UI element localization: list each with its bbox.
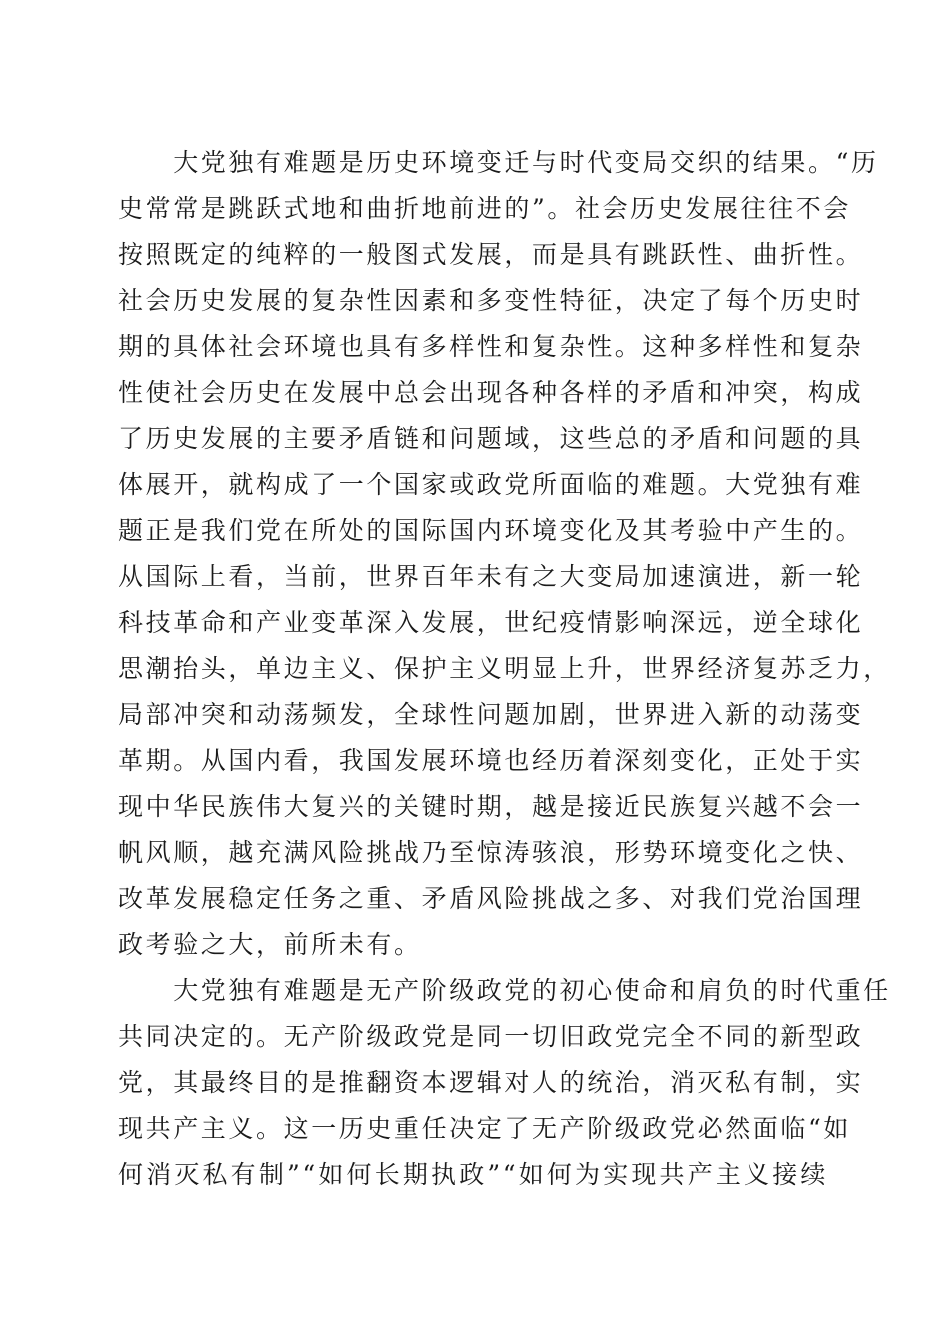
text-line: 共同决定的。无产阶级政党是同一切旧政党完全不同的新型政 [118, 1022, 864, 1051]
text-line: 了历史发展的主要矛盾链和问题域，这些总的矛盾和问题的具 [118, 424, 864, 453]
text-line: 政考验之大，前所未有。 [118, 930, 422, 959]
document-body [118, 140, 891, 1198]
text-line: 大党独有难题是历史环境变迁与时代变局交织的结果。“历 [118, 148, 879, 177]
text-line: 现中华民族伟大复兴的关键时期，越是接近民族复兴越不会一 [118, 792, 864, 821]
text-line: 期的具体社会环境也具有多样性和复杂性。这种多样性和复杂 [118, 332, 864, 361]
text-line: 何消灭私有制”“如何长期执政”“如何为实现共产主义接续 [118, 1160, 828, 1189]
text-line: 按照既定的纯粹的一般图式发展，而是具有跳跃性、曲折性。 [118, 240, 864, 269]
text-line: 体展开，就构成了一个国家或政党所面临的难题。大党独有难 [118, 470, 864, 499]
text-line: 党，其最终目的是推翻资本逻辑对人的统治，消灭私有制，实 [118, 1068, 864, 1097]
paragraph-2 [118, 968, 891, 1198]
text-line: 革期。从国内看，我国发展环境也经历着深刻变化，正处于实 [118, 746, 864, 775]
text-line: 从国际上看，当前，世界百年未有之大变局加速演进，新一轮 [118, 562, 864, 591]
text-line: 性使社会历史在发展中总会出现各种各样的矛盾和冲突，构成 [118, 378, 864, 407]
text-line: 大党独有难题是无产阶级政党的初心使命和肩负的时代重任 [118, 976, 891, 1005]
text-line: 科技革命和产业变革深入发展，世纪疫情影响深远，逆全球化 [118, 608, 864, 637]
text-line: 思潮抬头，单边主义、保护主义明显上升，世界经济复苏乏力， [118, 654, 891, 683]
text-line: 现共产主义。这一历史重任决定了无产阶级政党必然面临“如 [118, 1114, 851, 1143]
text-line: 改革发展稳定任务之重、矛盾风险挑战之多、对我们党治国理 [118, 884, 864, 913]
text-line: 题正是我们党在所处的国际国内环境变化及其考验中产生的。 [118, 516, 864, 545]
text-line: 局部冲突和动荡频发，全球性问题加剧，世界进入新的动荡变 [118, 700, 864, 729]
paragraph-1 [118, 140, 891, 968]
text-line: 社会历史发展的复杂性因素和多变性特征，决定了每个历史时 [118, 286, 864, 315]
text-line: 史常常是跳跃式地和曲折地前进的”。社会历史发展往往不会 [118, 194, 851, 223]
text-line: 帆风顺，越充满风险挑战乃至惊涛骇浪，形势环境变化之快、 [118, 838, 864, 867]
